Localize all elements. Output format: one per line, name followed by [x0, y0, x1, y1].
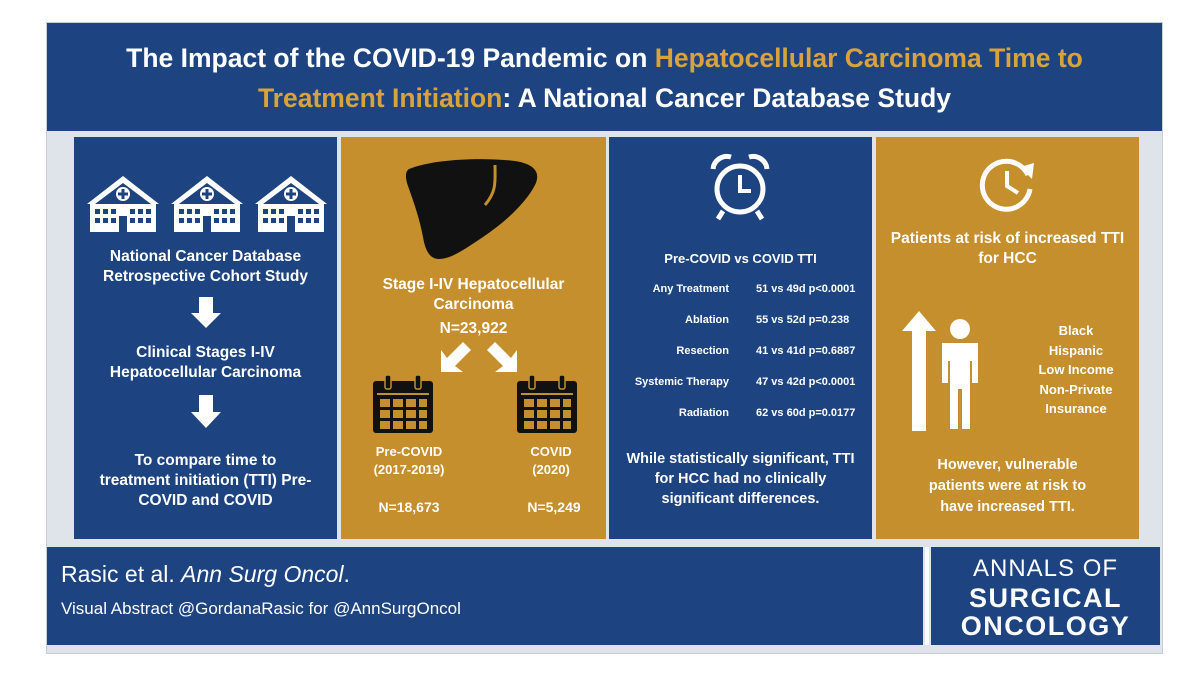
- title-text: : A National Cancer Database Study: [502, 83, 952, 113]
- footer-divider: [925, 547, 929, 645]
- risk-panel: [876, 137, 1139, 539]
- title-banner: [47, 23, 1162, 131]
- treatment-name: Resection: [676, 345, 729, 357]
- logo-line: ANNALS OF: [972, 555, 1119, 582]
- journal-logo: [931, 547, 1160, 645]
- text-line: Hepatocellular Carcinoma: [109, 364, 302, 381]
- text-line: for HCC had no clinically: [654, 471, 827, 487]
- total-count: N=23,922: [439, 320, 508, 337]
- calendar-icon: [373, 375, 433, 433]
- text-line: Carcinoma: [433, 296, 514, 313]
- text-line: Patients at risk of increased TTI: [890, 230, 1125, 247]
- title-line-1: [47, 38, 1162, 78]
- calendar-icon: [517, 375, 577, 433]
- clinical-stages-text: [74, 343, 337, 383]
- pre-covid-count: N=18,673: [378, 499, 440, 515]
- text-line: National Cancer Database: [109, 248, 302, 265]
- stage-text: [341, 275, 606, 315]
- pre-covid-group: [359, 443, 459, 479]
- arrow-down-icon: [190, 395, 222, 429]
- text-line: To compare time to: [134, 452, 277, 469]
- text-line: Retrospective Cohort Study: [103, 268, 308, 285]
- treatment-value: 51 vs 49d p<0.0001: [756, 283, 856, 295]
- risk-group-item: Hispanic: [1048, 342, 1104, 358]
- title-highlight: Treatment Initiation: [257, 83, 503, 113]
- vulnerable-note: [876, 455, 1139, 518]
- treatment-value: 55 vs 52d p=0.238: [756, 314, 850, 326]
- text-line: treatment initiation (TTI) Pre-: [99, 472, 312, 489]
- title-line-2: [47, 78, 1162, 118]
- covid-group: [511, 443, 591, 479]
- text-line: COVID and COVID: [138, 492, 273, 509]
- history-clock-icon: [976, 153, 1038, 215]
- study-design-panel: [74, 137, 337, 539]
- citation-period: .: [343, 561, 350, 587]
- text-line: However, vulnerable: [937, 457, 1078, 473]
- visual-abstract: [46, 22, 1163, 654]
- citation: [61, 561, 350, 588]
- arrow-up-icon: [902, 311, 936, 431]
- hospital-icon-group: [79, 168, 332, 238]
- treatment-value: 41 vs 41d p=0.6887: [756, 345, 856, 357]
- risk-group-item: Black: [1058, 323, 1094, 338]
- arrow-down-icon: [190, 297, 222, 329]
- liver-icon: [403, 155, 543, 265]
- treatment-value: 62 vs 60d p=0.0177: [756, 407, 856, 419]
- text-line: for HCC: [978, 250, 1037, 267]
- text-line: Pre-COVID: [375, 444, 443, 459]
- risk-groups-list: [1016, 321, 1136, 419]
- text-line: have increased TTI.: [940, 499, 1075, 515]
- study-type-text: [74, 247, 337, 287]
- risk-heading: [876, 229, 1139, 269]
- text-line: significant differences.: [661, 491, 820, 507]
- visual-abstract-credit: Visual Abstract @GordanaRasic for @AnnSurgOncol: [61, 599, 461, 618]
- risk-group-item: Non-Private: [1039, 381, 1113, 397]
- arrow-down-left-icon: [441, 342, 471, 372]
- aim-text: [74, 451, 337, 511]
- text-line: patients were at risk to: [928, 478, 1087, 494]
- treatment-name: Any Treatment: [652, 283, 729, 295]
- text-line: (2020): [532, 462, 570, 477]
- tti-heading: Pre-COVID vs COVID TTI: [664, 251, 817, 266]
- tti-results-panel: [609, 137, 872, 539]
- text-line: Stage I-IV Hepatocellular: [382, 276, 565, 293]
- logo-line: SURGICAL: [969, 583, 1122, 613]
- title-text: The Impact of the COVID-19 Pandemic on: [126, 43, 655, 73]
- title-highlight: Hepatocellular Carcinoma Time to: [654, 43, 1083, 73]
- hospital-icon: [79, 168, 332, 238]
- person-icon: [938, 317, 982, 429]
- treatment-name: Systemic Therapy: [634, 376, 729, 388]
- risk-group-item: Low Income: [1038, 362, 1114, 377]
- conclusion-text: [609, 449, 872, 509]
- logo-line: ONCOLOGY: [960, 611, 1131, 641]
- treatment-name: Radiation: [678, 407, 729, 419]
- risk-group-item: Insurance: [1045, 401, 1107, 416]
- authors: Rasic et al.: [61, 561, 182, 587]
- text-line: (2017-2019): [373, 462, 445, 477]
- cohort-panel: [341, 137, 606, 539]
- treatment-name: Ablation: [685, 314, 729, 326]
- treatment-value: 47 vs 42d p<0.0001: [756, 376, 856, 388]
- alarm-clock-icon: [709, 153, 771, 221]
- journal-abbrev: Ann Surg Oncol: [181, 561, 344, 587]
- arrow-down-right-icon: [487, 342, 517, 372]
- text-line: Clinical Stages I-IV: [136, 344, 275, 361]
- covid-count: N=5,249: [527, 499, 581, 515]
- citation-footer: [47, 547, 923, 645]
- text-line: While statistically significant, TTI: [626, 451, 855, 467]
- text-line: COVID: [530, 444, 572, 459]
